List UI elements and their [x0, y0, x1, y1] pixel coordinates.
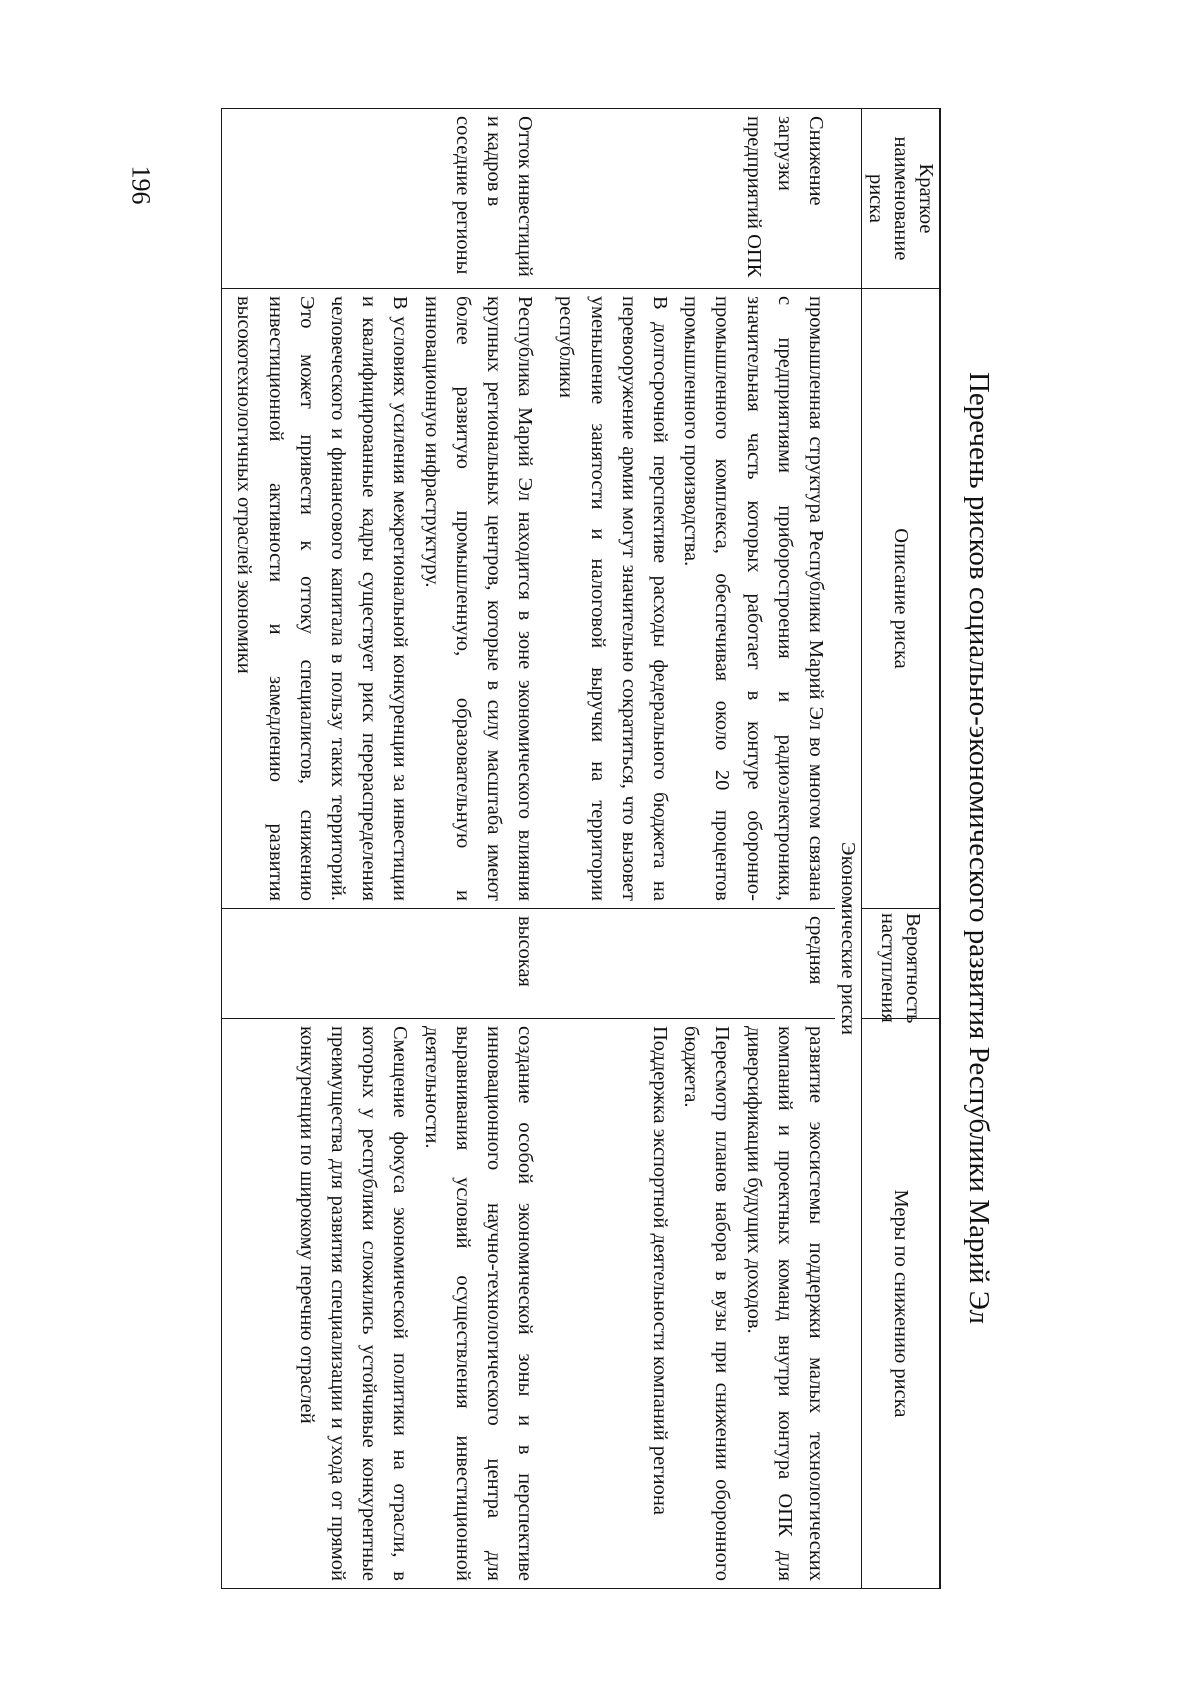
risk-description-cell	[544, 289, 835, 909]
description-paragraph: промышленная структура Республики Марий Эл во многом связана с предприятиями приборостроения и радиоэлектроники, значительная часть которых работает в контуре оборонно-промышленного комплекса, обеспечивая около 20 процентов промышленного производства.	[680, 296, 827, 901]
risk-measures-cell	[544, 1019, 835, 1589]
table-row	[222, 109, 545, 1589]
description-paragraph: В долгосрочной перспективе расходы федерального бюджета на перевооружение армии могут значительно сократиться, что вызовет уменьшение занятости и налоговой выручки на территории республики	[555, 296, 671, 901]
description-paragraph: В условиях усиления межрегиональной конкуренции за инвестиции и квалифицированные кадры существует риск перераспределения человеческого и финансового капитала в пользу таких территорий. Это может привести к оттоку специалистов, снижению инвестиционной активности и замедлению развития высокотехнологичных отраслей экономики	[233, 296, 412, 901]
measures-paragraph: развитие экосистемы поддержки малых технологических компаний и проектных команд внутри контура ОПК для диверсификации будущих доходов.	[742, 1026, 827, 1581]
table-header-row	[862, 109, 941, 1589]
risk-measures-cell	[222, 1019, 545, 1589]
measures-paragraph: создание особой экономической зоны и в перспективе инновационного научно-технологического центра для выравнивания условий осуществления инвестиционной деятельности.	[420, 1026, 537, 1581]
header-risk-measures: Меры по снижению риска	[862, 1019, 941, 1589]
risk-probability-cell: высокая	[222, 909, 545, 1019]
risk-table	[221, 108, 941, 1589]
landscape-sheet	[233, 108, 1006, 1588]
section-row	[835, 109, 862, 1589]
header-risk-probability: Вероятность наступления	[862, 909, 941, 1019]
header-risk-name: Краткое наименование риска	[862, 109, 941, 289]
section-title: Экономические риски	[835, 289, 862, 1589]
risk-name-cell: Снижение загрузки предприятий ОПК	[544, 109, 835, 289]
document-title: Перечень рисков социально-экономического развития Республики Марий Эл	[963, 371, 995, 1324]
header-risk-description: Описание риска	[862, 289, 941, 909]
risk-probability-cell: средняя	[544, 909, 835, 1019]
measures-paragraph: Поддержка экспортной деятельности компаний региона	[648, 1026, 671, 1515]
description-paragraph: Республика Марий Эл находится в зоне экономического влияния крупных региональных центров, которые в силу масштаба имеют более развитую промышленную, образовательную и инновационную инфраструктуру.	[420, 296, 537, 901]
measures-paragraph: Пересмотр планов набора в вузы при снижении оборонного бюджета.	[680, 1026, 734, 1581]
page-number: 196	[126, 165, 156, 205]
table-row	[544, 109, 835, 1589]
risk-name-cell: Отток инвестиций и кадров в соседние регионы	[222, 109, 545, 289]
measures-paragraph: Смещение фокуса экономической политики на отрасли, в которых у республики сложились устойчивые конкурентные преимущества для развития специализации и ухода от прямой конкуренции по широкому перечню отраслей	[295, 1026, 412, 1581]
risk-description-cell	[222, 289, 545, 909]
